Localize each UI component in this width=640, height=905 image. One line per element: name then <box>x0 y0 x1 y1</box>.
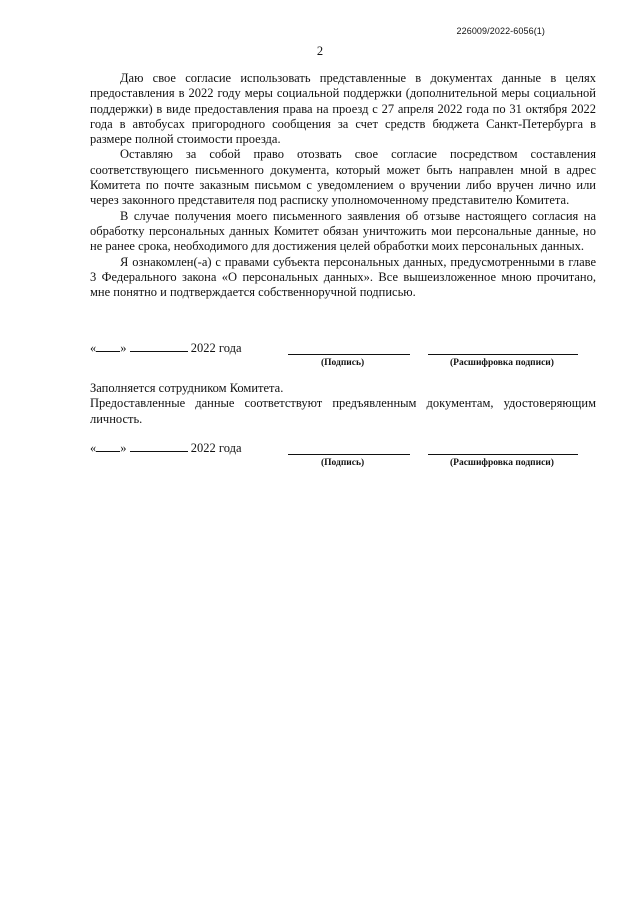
consent-paragraph-2: Оставляю за собой право отозвать свое согласие посредством составления соответствующего письменного документа, который может быть направлен мной в адрес Комитета по почте заказным письмом с уведомлением о вручении либо вручен лично или через законного представителя под расписку уполномоченному представителю Комитета. <box>90 147 596 208</box>
signature-line[interactable] <box>288 454 410 455</box>
employee-statement: Предоставленные данные соответствуют предъявленным документам, удостоверяющим личность. <box>90 396 596 426</box>
decryption-caption: (Расшифровка подписи) <box>450 458 554 468</box>
month-blank[interactable] <box>130 340 188 352</box>
decryption-line[interactable] <box>428 454 578 455</box>
year-text: 2022 года <box>190 341 242 355</box>
signature-caption: (Подпись) <box>321 458 365 468</box>
applicant-date-field[interactable] <box>90 340 242 356</box>
consent-paragraph-3: В случае получения моего письменного заявления об отзыве настоящего согласия на обработку персональных данных Комитет обязан уничтожить мои персональные данные, но не ранее срока, необходимого для достижения целей обработки моих персональных данных. <box>90 208 596 254</box>
consent-paragraph-4: Я ознакомлен(-а) с правами субъекта персональных данных, предусмотренными в главе 3 Федерального закона «О персональных данных». Все вышеизложенное мною прочитано, мне понятно и подтверждается собственноручной подписью. <box>90 254 596 300</box>
consent-paragraph-1: Даю свое согласие использовать представленные в документах данные в целях предоставления в 2022 году меры социальной поддержки (дополнительной меры социальной поддержки) в виде предоставления права на проезд с 27 апреля 2022 года по 31 октября 2022 года в автобусах пригородного сообщения за счет средств бюджета Санкт-Петербурга в размере полной стоимости проезда. <box>90 71 596 147</box>
page-number: 2 <box>316 44 324 58</box>
employee-heading: Заполняется сотрудником Комитета. <box>90 381 284 395</box>
consent-text <box>90 71 596 300</box>
decryption-caption: (Расшифровка подписи) <box>450 358 554 368</box>
quote-close: » <box>120 441 127 455</box>
decryption-line[interactable] <box>428 354 578 355</box>
quote-open: « <box>90 441 97 455</box>
signature-caption: (Подпись) <box>321 358 365 368</box>
quote-open: « <box>90 341 97 355</box>
document-id: 226009/2022-6056(1) <box>456 26 545 36</box>
employee-section <box>90 381 596 427</box>
signature-line[interactable] <box>288 354 410 355</box>
day-blank[interactable] <box>96 340 120 352</box>
employee-signature-row <box>90 440 596 470</box>
employee-date-field[interactable] <box>90 440 242 456</box>
month-blank[interactable] <box>130 440 188 452</box>
applicant-signature-row <box>90 340 596 370</box>
quote-close: » <box>120 341 127 355</box>
year-text: 2022 года <box>190 441 242 455</box>
day-blank[interactable] <box>96 440 120 452</box>
